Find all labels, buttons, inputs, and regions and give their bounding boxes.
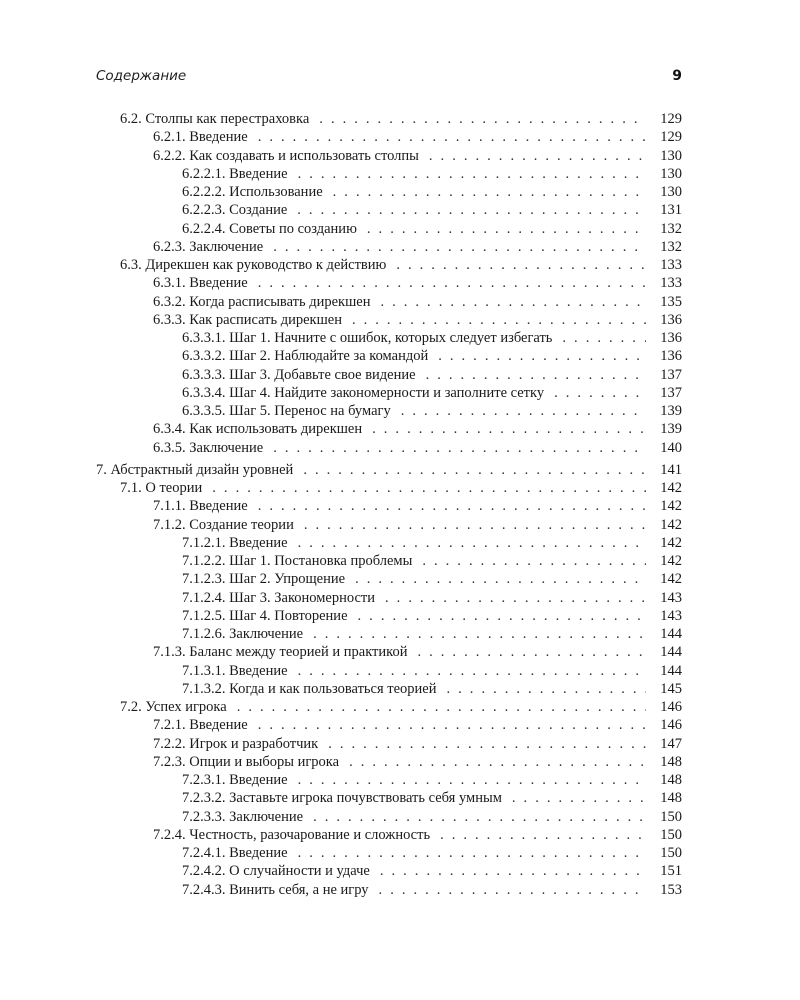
dot-leader (298, 165, 646, 183)
toc-entry[interactable] (182, 625, 682, 643)
toc-entry-page: 143 (660, 589, 682, 606)
toc-entry[interactable] (182, 680, 682, 698)
toc-entry[interactable] (153, 735, 682, 753)
toc-entry-title: 6.3.5. Заключение (153, 439, 264, 456)
toc-entry[interactable] (153, 643, 682, 661)
dot-leader (273, 439, 646, 457)
toc-entry-page: 142 (660, 516, 682, 533)
toc-entry-page: 130 (660, 147, 682, 164)
toc-entry[interactable] (182, 220, 682, 238)
toc-entry[interactable] (182, 771, 682, 789)
toc-entry-page: 142 (660, 498, 682, 515)
toc-entry-title: 7.1. О теории (120, 480, 203, 496)
toc-entry-page: 144 (660, 626, 682, 642)
toc-entry-page: 145 (660, 680, 682, 697)
toc-entry[interactable] (120, 110, 682, 128)
toc-entry-title: 7.1.2.5. Шаг 4. Повторение (182, 607, 348, 624)
toc-entry-title: 6.2.2.4. Советы по созданию (182, 220, 357, 237)
toc-entry[interactable] (182, 789, 682, 807)
toc-entry-title: 7.1.2.1. Введение (182, 534, 288, 551)
toc-entry[interactable] (96, 461, 682, 479)
toc-entry-page: 133 (660, 275, 682, 292)
toc-entry-page: 150 (660, 845, 682, 861)
toc-entry-title: 6.3.1. Введение (153, 275, 248, 292)
toc-entry-title: 6.2.2.1. Введение (182, 165, 288, 182)
toc-entry-title: 6.3.3.3. Шаг 3. Добавьте свое видение (182, 366, 416, 383)
dot-leader (417, 643, 646, 661)
toc-entry[interactable] (182, 808, 682, 826)
toc-entry[interactable] (120, 256, 682, 274)
dot-leader (385, 589, 646, 607)
toc-entry[interactable] (182, 402, 682, 420)
toc-entry[interactable] (153, 274, 682, 292)
toc-entry[interactable] (182, 607, 682, 625)
toc-entry-title: 6.3.3.5. Шаг 5. Перенос на бумагу (182, 403, 391, 419)
toc-entry-title: 7. Абстрактный дизайн уровней (96, 461, 294, 478)
dot-leader (380, 293, 646, 311)
dot-leader (304, 516, 646, 534)
toc-entry-title: 7.1.2.6. Заключение (182, 626, 304, 642)
toc-entry-title: 7.2. Успех игрока (120, 699, 227, 715)
toc-entry-title: 7.1.3.1. Введение (182, 662, 288, 679)
dot-leader (401, 402, 646, 420)
toc-entry[interactable] (182, 366, 682, 384)
toc-entry[interactable] (182, 534, 682, 552)
toc-entry-title: 7.2.3.2. Заставьте игрока почувствовать себя умным (182, 790, 502, 807)
toc-entry-page: 129 (660, 111, 682, 127)
dot-leader (237, 698, 646, 716)
toc-entry[interactable] (153, 439, 682, 457)
toc-entry-title: 7.1.3.2. Когда и как пользоваться теорией (182, 680, 437, 697)
toc-entry[interactable] (120, 698, 682, 716)
dot-leader (562, 329, 646, 347)
toc-entry[interactable] (182, 552, 682, 570)
toc-entry[interactable] (182, 347, 682, 365)
dot-leader (358, 607, 646, 625)
toc-entry-page: 142 (660, 571, 682, 588)
toc-entry-page: 151 (660, 863, 682, 880)
toc-entry-page: 144 (660, 662, 682, 679)
toc-entry-page: 147 (660, 735, 682, 752)
toc-entry-title: 6.2. Столпы как перестраховка (120, 111, 310, 127)
dot-leader (349, 753, 646, 771)
toc-entry[interactable] (182, 329, 682, 347)
toc-entry[interactable] (153, 497, 682, 515)
toc-entry[interactable] (182, 589, 682, 607)
toc-entry-title: 7.2.2. Игрок и разработчик (153, 735, 319, 752)
toc-entry-page: 129 (660, 129, 682, 146)
toc-entry[interactable] (153, 753, 682, 771)
dot-leader (367, 220, 646, 238)
toc-entry[interactable] (182, 165, 682, 183)
dot-leader (258, 274, 646, 292)
toc-entry-title: 7.1.1. Введение (153, 498, 248, 515)
toc-entry-page: 143 (660, 607, 682, 624)
toc-entry-page: 141 (660, 461, 682, 478)
dot-leader (313, 625, 646, 643)
dot-leader (380, 862, 646, 880)
toc-entry-title: 6.3.3.1. Шаг 1. Начните с ошибок, которых следует избегать (182, 330, 553, 346)
toc-entry[interactable] (153, 716, 682, 734)
toc-entry-page: 130 (660, 184, 682, 200)
dot-leader (447, 680, 647, 698)
toc-entry-title: 6.2.3. Заключение (153, 238, 264, 255)
toc-entry-page: 153 (660, 881, 682, 898)
toc-entry-title: 7.2.4. Честность, разочарование и сложность (153, 826, 431, 843)
toc-entry-title: 7.1.3. Баланс между теорией и практикой (153, 644, 408, 661)
toc-entry-page: 139 (660, 403, 682, 419)
header-title: Содержание (96, 68, 187, 84)
dot-leader (313, 808, 646, 826)
dot-leader (258, 716, 646, 734)
toc-entry-title: 7.2.4.3. Винить себя, а не игру (182, 881, 369, 898)
dot-leader (426, 366, 646, 384)
toc-entry-page: 146 (660, 699, 682, 715)
dot-leader (372, 420, 646, 438)
toc-entry[interactable] (153, 311, 682, 329)
dot-leader (396, 256, 646, 274)
dot-leader (440, 826, 646, 844)
toc-entry[interactable] (153, 147, 682, 165)
toc-entry-title: 6.3.3. Как расписать дирекшен (153, 311, 342, 328)
toc-entry-page: 150 (660, 826, 682, 843)
toc-entry-page: 133 (660, 257, 682, 273)
toc-entry-title: 7.2.4.2. О случайности и удаче (182, 863, 370, 880)
toc-entry[interactable] (182, 570, 682, 588)
toc-entry-title: 6.3. Дирекшен как руководство к действию (120, 257, 387, 273)
toc-entry-page: 150 (660, 808, 682, 825)
toc-entry-title: 6.2.2.2. Использование (182, 184, 323, 200)
toc-entry[interactable] (153, 420, 682, 438)
toc-entry[interactable] (120, 479, 682, 497)
toc-entry[interactable] (153, 238, 682, 256)
toc-entry[interactable] (182, 662, 682, 680)
dot-leader (298, 844, 646, 862)
toc-entry-page: 144 (660, 644, 682, 661)
toc-entry-page: 135 (660, 293, 682, 310)
toc-entry-title: 6.2.1. Введение (153, 129, 248, 146)
toc-entry-page: 130 (660, 165, 682, 182)
toc-entry[interactable] (182, 183, 682, 201)
toc-entry-title: 7.1.2. Создание теории (153, 516, 294, 533)
toc-entry-page: 132 (660, 220, 682, 237)
toc-entry[interactable] (182, 881, 682, 899)
toc-entry-page: 132 (660, 238, 682, 255)
dot-leader (273, 238, 646, 256)
dot-leader (422, 552, 646, 570)
toc-entry-page: 136 (660, 348, 682, 365)
dot-leader (438, 347, 646, 365)
dot-leader (379, 881, 646, 899)
toc-entry[interactable] (182, 844, 682, 862)
toc-entry-page: 136 (660, 311, 682, 328)
page-number: 9 (672, 68, 682, 84)
dot-leader (328, 735, 646, 753)
toc-entry-page: 136 (660, 330, 682, 346)
toc-entry-title: 7.2.1. Введение (153, 717, 248, 734)
toc-entry-page: 137 (660, 366, 682, 383)
toc-entry-title: 7.2.3.1. Введение (182, 772, 288, 788)
toc-entry-title: 7.1.2.2. Шаг 1. Постановка проблемы (182, 553, 413, 569)
toc-entry-page: 137 (660, 384, 682, 401)
dot-leader (298, 771, 646, 789)
toc-entry-page: 148 (660, 790, 682, 807)
running-header (96, 68, 682, 88)
toc-entry-title: 7.2.3.3. Заключение (182, 808, 304, 825)
toc-entry-title: 6.2.2.3. Создание (182, 202, 288, 219)
toc-entry-title: 6.3.3.4. Шаг 4. Найдите закономерности и заполните сетку (182, 384, 545, 401)
toc-entry[interactable] (182, 862, 682, 880)
toc-entry[interactable] (153, 516, 682, 534)
toc-entry-page: 142 (660, 480, 682, 496)
toc-entry-title: 6.3.4. Как использовать дирекшен (153, 421, 363, 438)
toc-entry-title: 6.3.2. Когда расписывать дирекшен (153, 293, 371, 310)
toc-entry-title: 6.3.3.2. Шаг 2. Наблюдайте за командой (182, 348, 429, 365)
dot-leader (319, 110, 646, 128)
toc-entry-page: 142 (660, 534, 682, 551)
dot-leader (258, 128, 646, 146)
dot-leader (352, 311, 646, 329)
toc-entry[interactable] (153, 128, 682, 146)
toc-entry-page: 148 (660, 772, 682, 788)
toc-entry-page: 139 (660, 421, 682, 438)
toc-entry[interactable] (182, 201, 682, 219)
toc-entry-title: 7.2.3. Опции и выборы игрока (153, 753, 340, 770)
dot-leader (212, 479, 646, 497)
toc-entry-page: 148 (660, 753, 682, 770)
dot-leader (298, 534, 646, 552)
toc-entry-title: 7.2.4.1. Введение (182, 845, 288, 861)
dot-leader (554, 384, 646, 402)
dot-leader (303, 461, 646, 479)
toc-entry[interactable] (153, 826, 682, 844)
dot-leader (333, 183, 646, 201)
dot-leader (355, 570, 646, 588)
dot-leader (298, 662, 646, 680)
toc-entry-title: 6.2.2. Как создавать и использовать столпы (153, 147, 419, 164)
toc-entry-page: 142 (660, 553, 682, 569)
toc-entry-title: 7.1.2.4. Шаг 3. Закономерности (182, 589, 376, 606)
dot-leader (258, 497, 646, 515)
toc-entry[interactable] (153, 293, 682, 311)
toc-entry[interactable] (182, 384, 682, 402)
toc-entry-page: 146 (660, 717, 682, 734)
toc-entry-page: 140 (660, 439, 682, 456)
dot-leader (297, 201, 646, 219)
toc-entry-title: 7.1.2.3. Шаг 2. Упрощение (182, 571, 346, 588)
dot-leader (512, 789, 646, 807)
dot-leader (429, 147, 646, 165)
toc-entry-page: 131 (660, 202, 682, 219)
